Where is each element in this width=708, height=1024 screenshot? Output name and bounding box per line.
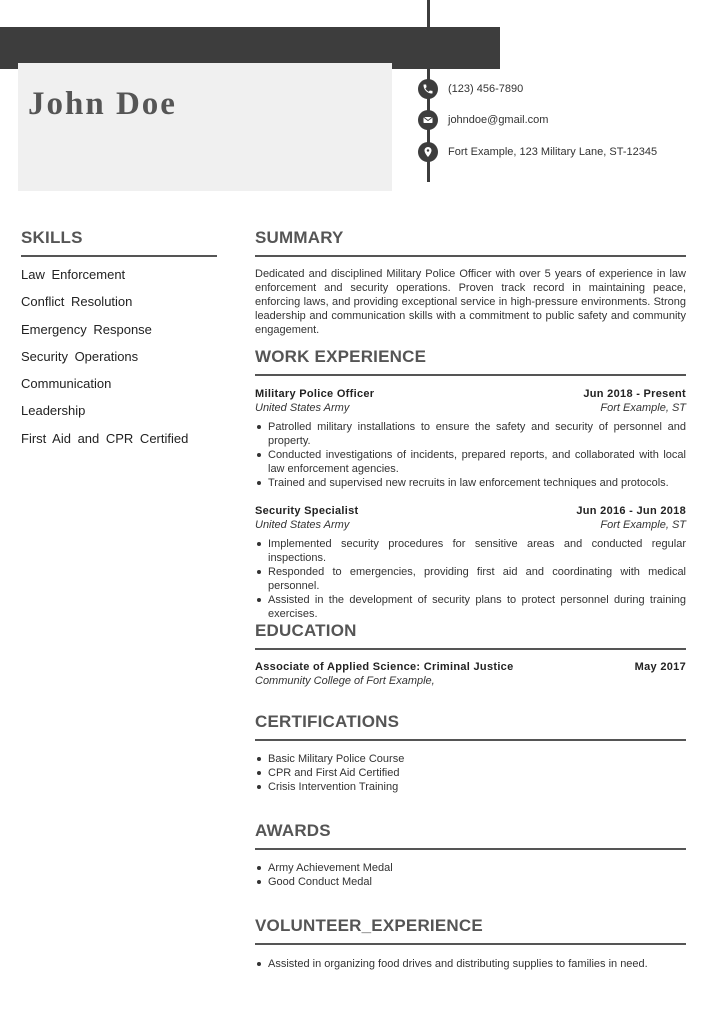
contact-address — [418, 142, 657, 162]
certifications-title: CERTIFICATIONS — [255, 712, 400, 731]
job-2-bullets — [255, 537, 686, 621]
education-title: EDUCATION — [255, 621, 357, 640]
job-2-dates: Jun 2016 - Jun 2018 — [576, 505, 686, 517]
summary-rule — [255, 255, 686, 257]
skills-title: SKILLS — [21, 228, 83, 247]
job-1-dates: Jun 2018 - Present — [583, 388, 686, 400]
award-item: Army Achievement Medal — [255, 861, 686, 875]
volunteer-title: VOLUNTEER_EXPERIENCE — [255, 916, 483, 935]
volunteer-list — [255, 957, 686, 971]
skill-item: Security Operations — [21, 348, 139, 364]
certification-item: CPR and First Aid Certified — [255, 766, 686, 780]
email-address: johndoe@gmail.com — [448, 114, 549, 126]
volunteer-rule — [255, 943, 686, 945]
job-bullet: Conducted investigations of incidents, prepared reports, and collaborated with local law enforcement agencies. — [255, 448, 686, 476]
summary-text: Dedicated and disciplined Military Police Officer with over 5 years of experience in law enforcement and security operations. Proven track record in maintaining peace, enforcing laws, and providing exceptional service in high-pressure environments. Strong leadership and communication skills with a commitment to public safety and community engagement. — [255, 268, 686, 336]
work-experience-title: WORK EXPERIENCE — [255, 347, 427, 366]
address: Fort Example, 123 Military Lane, ST-12345 — [448, 146, 658, 158]
skill-item: Law Enforcement — [21, 267, 126, 282]
job-bullet: Patrolled military installations to ensure the safety and security of personnel and property. — [255, 420, 686, 448]
job-2-location: Fort Example, ST — [600, 519, 686, 531]
location-pin-icon — [418, 142, 438, 162]
contact-email — [418, 110, 548, 130]
education-date: May 2017 — [634, 661, 686, 673]
job-1-subheader — [255, 401, 686, 415]
education-header — [255, 660, 686, 674]
job-1-header — [255, 387, 686, 401]
job-bullet: Responded to emergencies, providing first aid and coordinating with medical personnel. — [255, 565, 686, 593]
job-1-bullets — [255, 420, 686, 490]
contact-phone — [418, 79, 523, 99]
awards-title: AWARDS — [255, 821, 331, 840]
certifications-list — [255, 752, 686, 794]
work-experience-rule — [255, 374, 686, 376]
summary-title: SUMMARY — [255, 228, 344, 247]
skills-list — [21, 266, 188, 457]
volunteer-item: Assisted in organizing food drives and distributing supplies to families in need. — [255, 957, 686, 971]
skill-item: Communication — [21, 376, 112, 392]
job-1-location: Fort Example, ST — [600, 402, 686, 414]
job-2-subheader — [255, 518, 686, 532]
certification-item: Crisis Intervention Training — [255, 780, 686, 794]
certification-item: Basic Military Police Course — [255, 752, 686, 766]
education-school: Community College of Fort Example, — [255, 675, 435, 687]
job-1-org: United States Army — [255, 402, 350, 414]
job-bullet: Assisted in the development of security plans to protect personnel during training exercises. — [255, 593, 686, 621]
candidate-name: John Doe — [28, 86, 177, 122]
job-bullet: Trained and supervised new recruits in law enforcement techniques and protocols. — [255, 476, 686, 490]
awards-list — [255, 861, 686, 889]
skill-item: First Aid and CPR Certified — [21, 430, 189, 446]
job-1-role: Military Police Officer — [255, 388, 375, 400]
skill-item: Conflict Resolution — [21, 294, 133, 310]
phone-number: (123) 456-7890 — [448, 83, 524, 95]
awards-rule — [255, 848, 686, 850]
education-subheader — [255, 674, 686, 688]
envelope-icon — [418, 110, 438, 130]
skill-item: Emergency Response — [21, 321, 152, 337]
job-bullet: Implemented security procedures for sensitive areas and conducted regular inspections. — [255, 537, 686, 565]
skill-item: Leadership — [21, 403, 86, 419]
phone-icon — [418, 79, 438, 99]
education-degree: Associate of Applied Science: Criminal Justice — [255, 661, 514, 673]
name-box — [18, 63, 392, 191]
job-2-header — [255, 504, 686, 518]
certifications-rule — [255, 739, 686, 741]
job-2-org: United States Army — [255, 519, 350, 531]
skills-rule — [21, 255, 217, 257]
education-rule — [255, 648, 686, 650]
job-2-role: Security Specialist — [255, 505, 359, 517]
award-item: Good Conduct Medal — [255, 875, 686, 889]
